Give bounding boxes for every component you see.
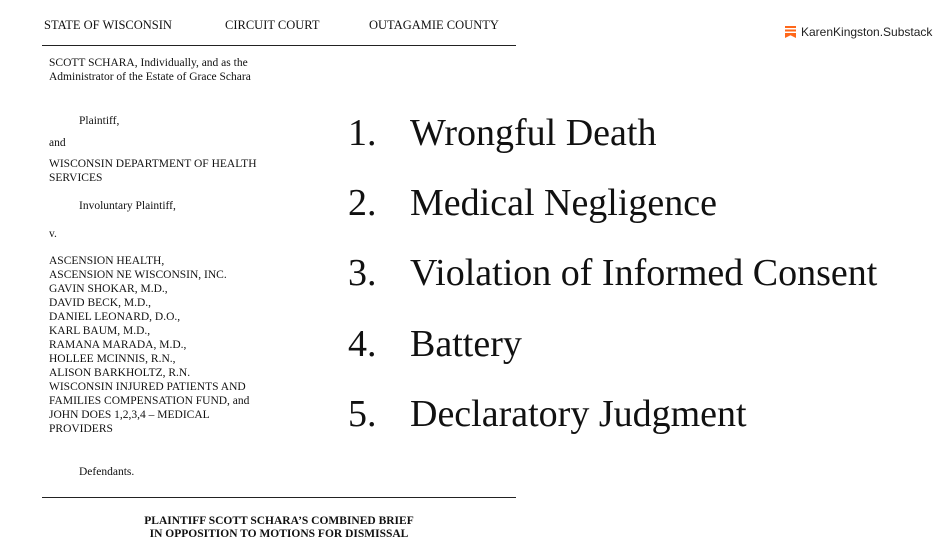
brief-title-line: IN OPPOSITION TO MOTIONS FOR DISMISSAL: [149, 528, 409, 540]
claim-item: [348, 321, 522, 367]
caption-state: STATE OF WISCONSIN: [44, 18, 172, 32]
defendant-line: ASCENSION NE WISCONSIN, INC.: [49, 269, 227, 281]
claim-item: [348, 110, 656, 156]
claim-number: 4.: [348, 323, 377, 365]
versus: v.: [49, 228, 57, 240]
claim-number: 3.: [348, 252, 377, 294]
plaintiff-line: SCOTT SCHARA, Individually, and as the: [49, 57, 248, 69]
defendant-line: FAMILIES COMPENSATION FUND, and: [49, 395, 250, 407]
defendant-line: JOHN DOES 1,2,3,4 – MEDICAL: [49, 409, 210, 421]
claim-text: Wrongful Death: [410, 112, 657, 154]
watermark-text: KarenKingston.Substack: [801, 25, 933, 39]
defendant-line: PROVIDERS: [49, 423, 113, 435]
claim-number: 2.: [348, 182, 377, 224]
involuntary-line: WISCONSIN DEPARTMENT OF HEALTH: [49, 158, 257, 170]
caption-county: OUTAGAMIE COUNTY: [369, 18, 499, 32]
involuntary-plaintiff-role: Involuntary Plaintiff,: [79, 200, 176, 212]
plaintiff-role: Plaintiff,: [79, 115, 120, 127]
defendant-line: DAVID BECK, M.D.,: [49, 297, 152, 309]
claim-number: 1.: [348, 112, 377, 154]
claim-item: [348, 180, 717, 226]
defendant-line: GAVIN SHOKAR, M.D.,: [49, 283, 168, 295]
defendant-line: ALISON BARKHOLTZ, R.N.: [49, 367, 191, 379]
caption-court: CIRCUIT COURT: [225, 18, 320, 32]
substack-icon: [785, 26, 796, 38]
involuntary-plaintiff-name: [49, 157, 257, 185]
claim-item: [348, 250, 877, 296]
claim-text: Violation of Informed Consent: [410, 252, 878, 294]
brief-title: [42, 515, 516, 541]
and-word: and: [49, 137, 66, 149]
claim-text: Declaratory Judgment: [410, 393, 747, 435]
substack-watermark: [785, 25, 932, 39]
defendant-line: RAMANA MARADA, M.D.,: [49, 339, 187, 351]
defendant-line: ASCENSION HEALTH,: [49, 255, 165, 267]
defendants-role: Defendants.: [79, 466, 135, 478]
defendant-line: KARL BAUM, M.D.,: [49, 325, 151, 337]
claim-text: Battery: [410, 323, 522, 365]
claim-text: Medical Negligence: [410, 182, 718, 224]
header-rule: [42, 45, 516, 46]
claim-number: 5.: [348, 393, 377, 435]
defendant-line: HOLLEE MCINNIS, R.N.,: [49, 353, 176, 365]
footer-rule: [42, 497, 516, 498]
defendant-line: DANIEL LEONARD, D.O.,: [49, 311, 181, 323]
involuntary-line: SERVICES: [49, 172, 103, 184]
defendant-line: WISCONSIN INJURED PATIENTS AND: [49, 381, 246, 393]
plaintiff-line: Administrator of the Estate of Grace Schara: [49, 71, 251, 83]
brief-title-line: PLAINTIFF SCOTT SCHARA’S COMBINED BRIEF: [144, 515, 414, 527]
plaintiff-name: [49, 56, 251, 84]
claim-item: [348, 391, 747, 437]
defendants-list: [49, 254, 249, 436]
